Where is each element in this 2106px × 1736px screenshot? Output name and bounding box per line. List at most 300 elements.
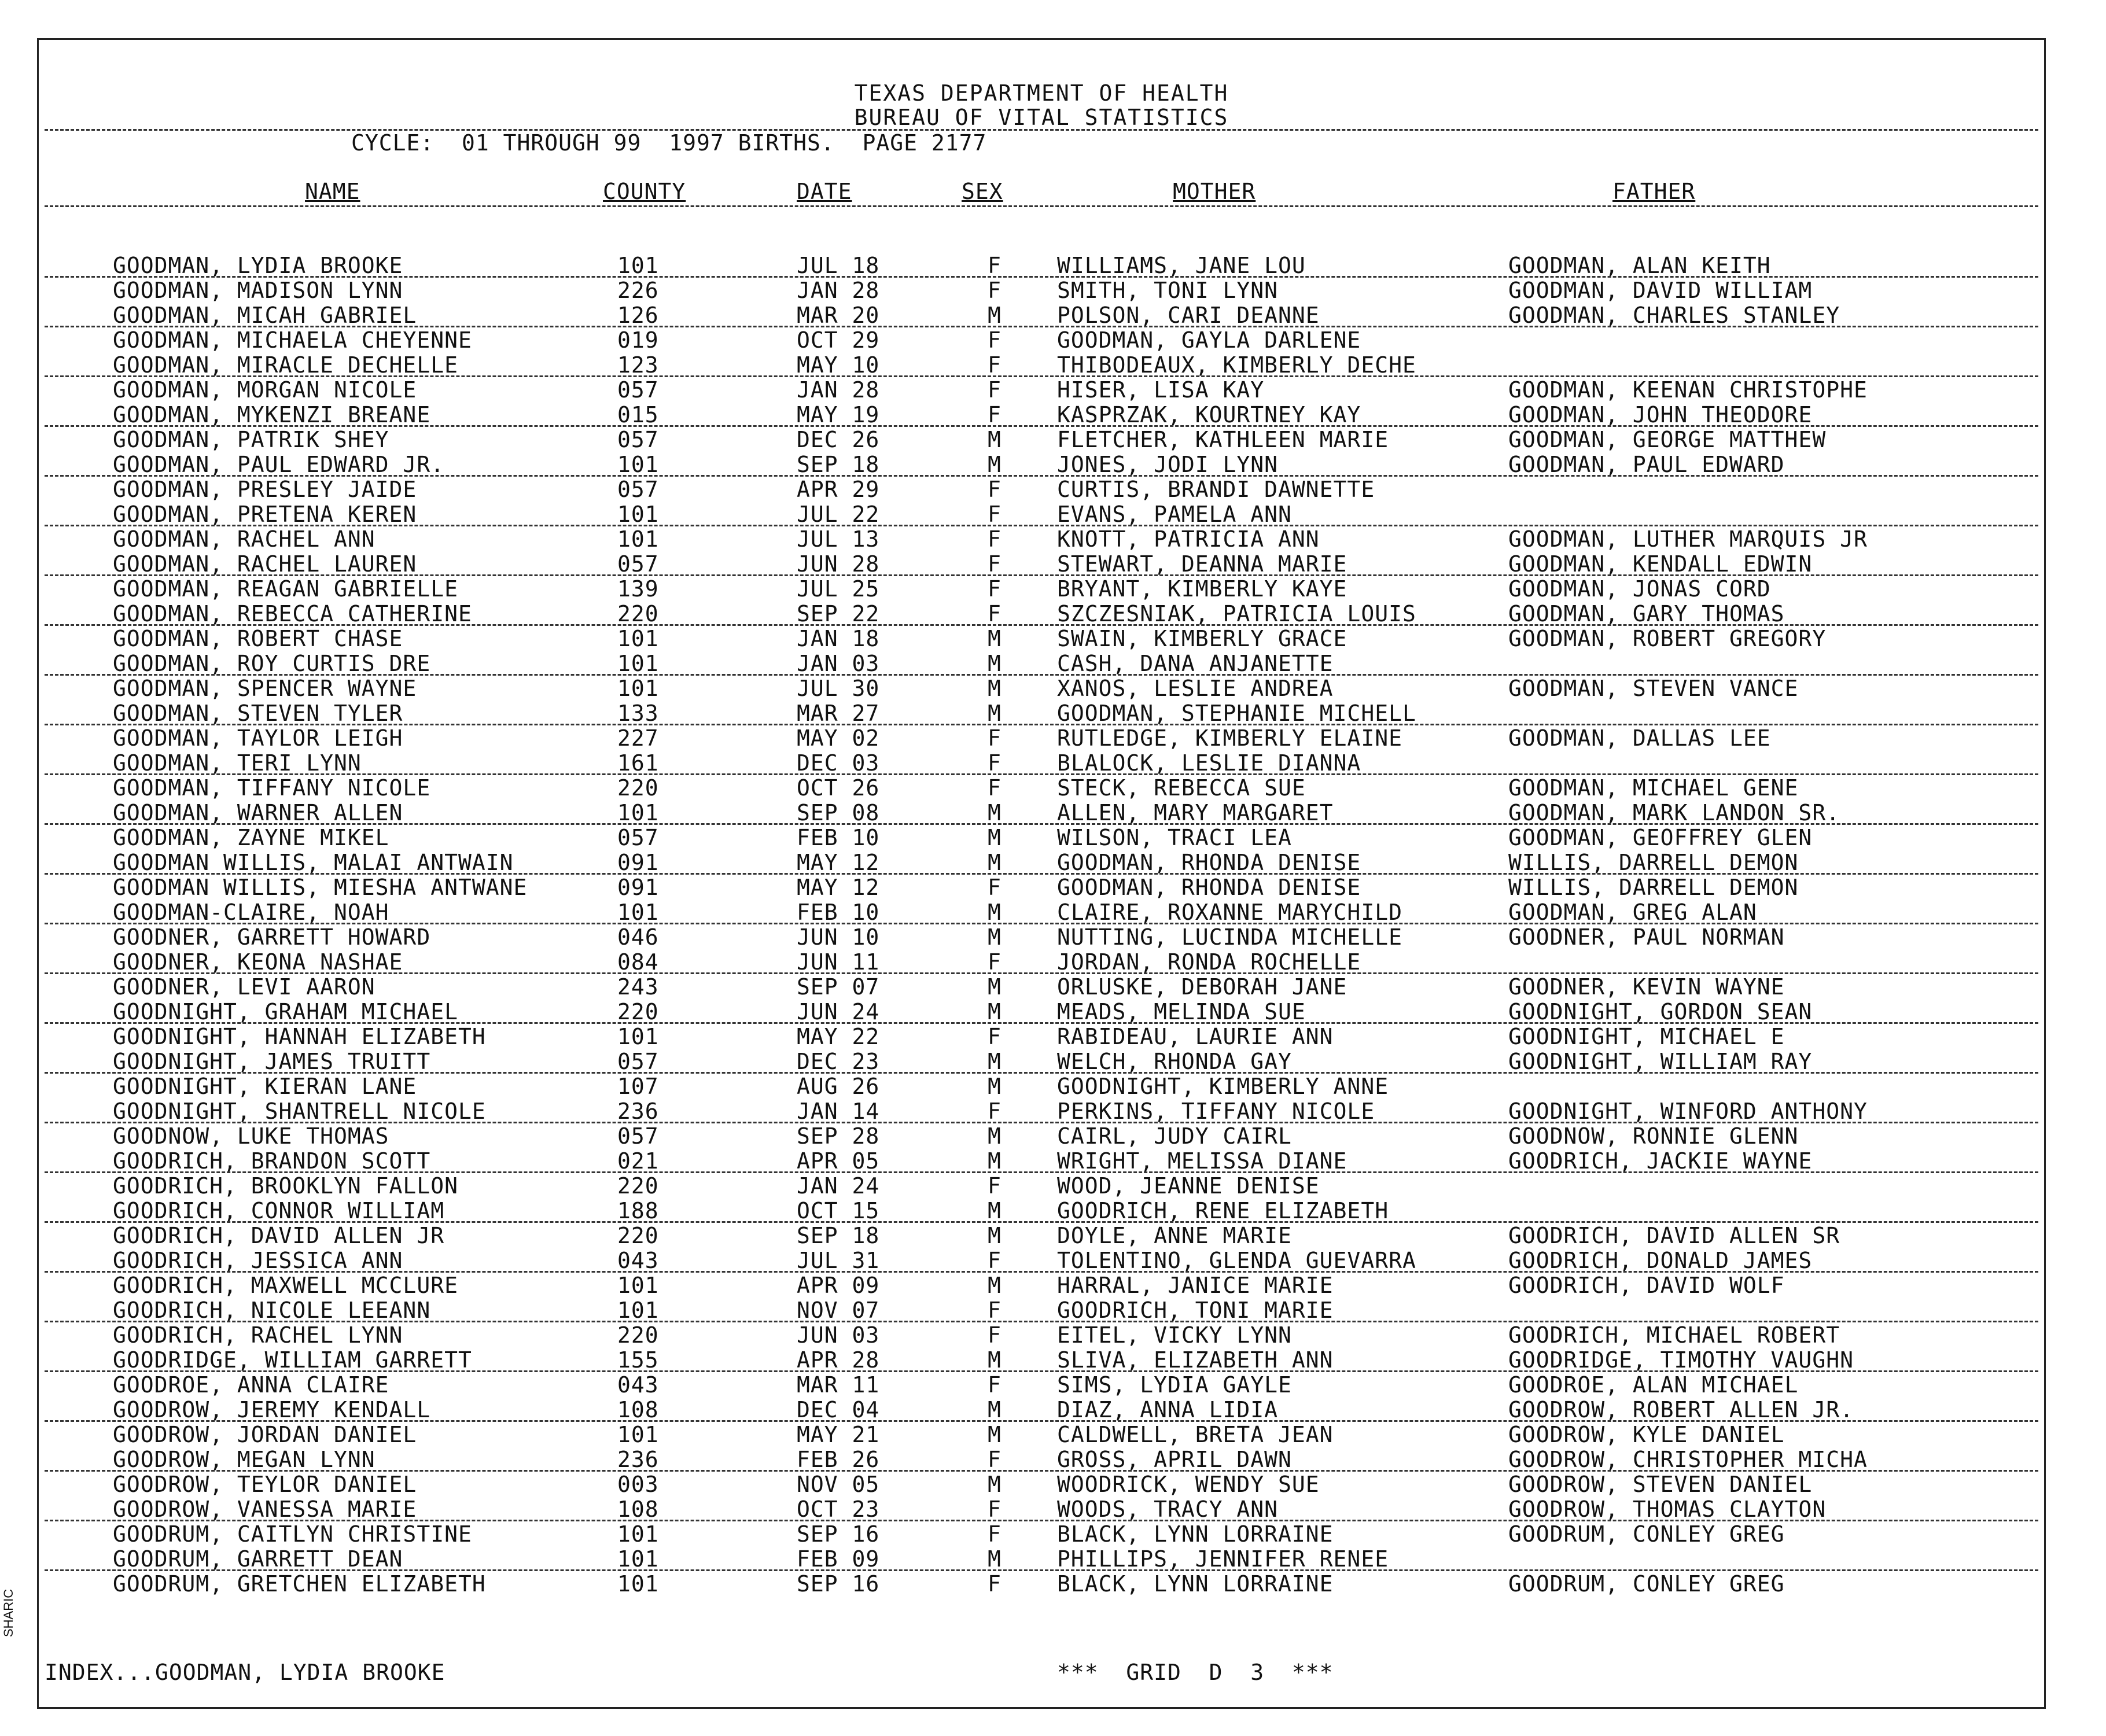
cell-mother: GROSS, APRIL DAWN (1057, 1447, 1292, 1472)
cell-county: 057 (617, 1123, 659, 1149)
cell-sex: M (988, 427, 1002, 452)
cell-father: WILLIS, DARRELL DEMON (1508, 850, 1799, 875)
cell-sex: F (988, 750, 1002, 776)
cell-date: MAY 12 (797, 850, 880, 875)
cell-name: GOODMAN, RACHEL LAUREN (113, 551, 417, 577)
column-header-name: NAME (305, 179, 360, 204)
table-row (39, 651, 2044, 676)
table-row (39, 701, 2044, 726)
column-header-date: DATE (797, 179, 852, 204)
cell-sex: M (988, 850, 1002, 875)
cell-county: 043 (617, 1248, 659, 1273)
cell-mother: GOODRICH, TONI MARIE (1057, 1298, 1334, 1323)
cell-sex: F (988, 477, 1002, 502)
cell-father: GOODROW, KYLE DANIEL (1508, 1422, 1785, 1447)
cell-name: GOODNIGHT, JAMES TRUITT (113, 1049, 431, 1074)
cell-name: GOODNER, GARRETT HOWARD (113, 924, 431, 950)
cell-sex: M (988, 1198, 1002, 1223)
cell-name: GOODRUM, GRETCHEN ELIZABETH (113, 1571, 486, 1597)
cell-date: JAN 28 (797, 278, 880, 303)
cell-date: APR 09 (797, 1273, 880, 1298)
cell-name: GOODMAN, MICHAELA CHEYENNE (113, 327, 472, 353)
cell-county: 101 (617, 1422, 659, 1447)
cell-name: GOODMAN WILLIS, MALAI ANTWAIN (113, 850, 514, 875)
cell-father: GOODMAN, CHARLES STANLEY (1508, 303, 1840, 328)
cell-father: GOODMAN, MARK LANDON SR. (1508, 800, 1840, 825)
table-row (39, 377, 2044, 403)
cell-father: WILLIS, DARRELL DEMON (1508, 875, 1799, 900)
column-header-mother: MOTHER (1173, 179, 1256, 204)
cell-name: GOODRUM, CAITLYN CHRISTINE (113, 1521, 472, 1547)
cell-mother: ORLUSKE, DEBORAH JANE (1057, 974, 1347, 1000)
cell-mother: STEWART, DEANNA MARIE (1057, 551, 1347, 577)
table-row (39, 477, 2044, 502)
cell-date: SEP 07 (797, 974, 880, 1000)
cell-date: MAY 21 (797, 1422, 880, 1447)
cell-date: JAN 14 (797, 1099, 880, 1124)
cell-sex: F (988, 327, 1002, 353)
cell-name: GOODROW, JEREMY KENDALL (113, 1397, 431, 1422)
cell-sex: F (988, 1447, 1002, 1472)
cell-name: GOODROW, VANESSA MARIE (113, 1497, 417, 1522)
cell-sex: F (988, 1024, 1002, 1049)
cell-county: 101 (617, 900, 659, 925)
table-row (39, 999, 2044, 1024)
cell-county: 046 (617, 924, 659, 950)
cell-date: MAR 20 (797, 303, 880, 328)
cell-sex: F (988, 1521, 1002, 1547)
cell-father: GOODMAN, LUTHER MARQUIS JR (1508, 526, 1868, 552)
cell-father: GOODRUM, CONLEY GREG (1508, 1521, 1785, 1547)
cell-sex: M (988, 701, 1002, 726)
table-row (39, 1322, 2044, 1348)
cell-sex: M (988, 1347, 1002, 1373)
cell-father: GOODMAN, GEORGE MATTHEW (1508, 427, 1827, 452)
cell-father: GOODRUM, CONLEY GREG (1508, 1571, 1785, 1597)
cell-mother: GOODMAN, RHONDA DENISE (1057, 875, 1361, 900)
cell-mother: GOODMAN, RHONDA DENISE (1057, 850, 1361, 875)
table-row (39, 626, 2044, 651)
cell-mother: CURTIS, BRANDI DAWNETTE (1057, 477, 1375, 502)
table-row (39, 800, 2044, 825)
cell-date: FEB 09 (797, 1546, 880, 1572)
cell-father: GOODMAN, GEOFFREY GLEN (1508, 825, 1813, 850)
cell-father: GOODROW, CHRISTOPHER MICHA (1508, 1447, 1868, 1472)
cell-sex: M (988, 1223, 1002, 1248)
cell-father: GOODMAN, KENDALL EDWIN (1508, 551, 1813, 577)
cell-sex: F (988, 377, 1002, 403)
cell-name: GOODRICH, DAVID ALLEN JR (113, 1223, 445, 1248)
table-row (39, 1347, 2044, 1373)
cell-date: NOV 07 (797, 1298, 880, 1323)
cell-name: GOODRICH, JESSICA ANN (113, 1248, 403, 1273)
cell-mother: SZCZESNIAK, PATRICIA LOUIS (1057, 601, 1416, 626)
cell-name: GOODNIGHT, KIERAN LANE (113, 1074, 417, 1099)
cell-sex: M (988, 452, 1002, 477)
cell-mother: CASH, DANA ANJANETTE (1057, 651, 1334, 676)
cell-name: GOODROE, ANNA CLAIRE (113, 1372, 389, 1398)
cell-father: GOODMAN, STEVEN VANCE (1508, 676, 1799, 701)
cell-date: JUL 30 (797, 676, 880, 701)
table-row (39, 1049, 2044, 1074)
cell-name: GOODMAN, WARNER ALLEN (113, 800, 403, 825)
cell-sex: F (988, 1298, 1002, 1323)
cell-name: GOODRICH, BRANDON SCOTT (113, 1148, 431, 1174)
table-row (39, 750, 2044, 776)
cell-name: GOODMAN, SPENCER WAYNE (113, 676, 417, 701)
cell-county: 019 (617, 327, 659, 353)
cell-county: 101 (617, 526, 659, 552)
cell-sex: M (988, 676, 1002, 701)
cell-mother: TOLENTINO, GLENDA GUEVARRA (1057, 1248, 1416, 1273)
table-row (39, 1521, 2044, 1547)
cell-mother: GOODNIGHT, KIMBERLY ANNE (1057, 1074, 1389, 1099)
cell-date: DEC 23 (797, 1049, 880, 1074)
cell-mother: JORDAN, RONDA ROCHELLE (1057, 949, 1361, 975)
cell-father: GOODMAN, PAUL EDWARD (1508, 452, 1785, 477)
cell-father: GOODNIGHT, WILLIAM RAY (1508, 1049, 1813, 1074)
cell-date: SEP 22 (797, 601, 880, 626)
divider (45, 129, 2038, 131)
table-row (39, 253, 2044, 278)
cell-name: GOODNER, KEONA NASHAE (113, 949, 403, 975)
cell-county: 123 (617, 352, 659, 378)
cell-date: APR 05 (797, 1148, 880, 1174)
cell-date: JUN 10 (797, 924, 880, 950)
cell-sex: F (988, 875, 1002, 900)
cell-date: JUN 28 (797, 551, 880, 577)
cell-name: GOODMAN, ROY CURTIS DRE (113, 651, 431, 676)
cell-date: JUL 25 (797, 576, 880, 602)
cell-county: 108 (617, 1497, 659, 1522)
cell-date: MAY 19 (797, 402, 880, 427)
table-row (39, 1024, 2044, 1049)
cell-father: GOODMAN, JOHN THEODORE (1508, 402, 1813, 427)
cell-name: GOODMAN-CLAIRE, NOAH (113, 900, 389, 925)
table-row (39, 526, 2044, 552)
cell-county: 236 (617, 1447, 659, 1472)
cell-mother: STECK, REBECCA SUE (1057, 775, 1306, 801)
table-row (39, 900, 2044, 925)
cell-father: GOODMAN, JONAS CORD (1508, 576, 1771, 602)
cell-father: GOODNER, PAUL NORMAN (1508, 924, 1785, 950)
table-row (39, 601, 2044, 626)
cell-father: GOODNIGHT, MICHAEL E (1508, 1024, 1785, 1049)
cell-mother: DOYLE, ANNE MARIE (1057, 1223, 1292, 1248)
cell-name: GOODROW, MEGAN LYNN (113, 1447, 375, 1472)
cell-county: 226 (617, 278, 659, 303)
cell-mother: ALLEN, MARY MARGARET (1057, 800, 1334, 825)
table-row (39, 452, 2044, 477)
cell-name: GOODMAN, PRESLEY JAIDE (113, 477, 417, 502)
table-row (39, 1497, 2044, 1522)
cell-father: GOODMAN, DALLAS LEE (1508, 725, 1771, 751)
cell-sex: M (988, 1472, 1002, 1497)
cell-date: JAN 18 (797, 626, 880, 651)
cell-mother: WOOD, JEANNE DENISE (1057, 1173, 1320, 1199)
cell-name: GOODRICH, RACHEL LYNN (113, 1322, 403, 1348)
table-row (39, 1248, 2044, 1273)
cell-father: GOODMAN, ROBERT GREGORY (1508, 626, 1827, 651)
table-row (39, 502, 2044, 527)
cell-date: SEP 16 (797, 1571, 880, 1597)
cell-father: GOODROW, STEVEN DANIEL (1508, 1472, 1813, 1497)
table-row (39, 850, 2044, 875)
cell-sex: M (988, 1546, 1002, 1572)
cell-date: JAN 28 (797, 377, 880, 403)
cell-date: DEC 04 (797, 1397, 880, 1422)
cell-county: 101 (617, 676, 659, 701)
cell-sex: F (988, 253, 1002, 278)
cell-county: 220 (617, 775, 659, 801)
cell-date: JUL 13 (797, 526, 880, 552)
cell-county: 220 (617, 1173, 659, 1199)
cell-father: GOODMAN, ALAN KEITH (1508, 253, 1771, 278)
table-row (39, 1397, 2044, 1422)
cell-mother: FLETCHER, KATHLEEN MARIE (1057, 427, 1389, 452)
cell-mother: BRYANT, KIMBERLY KAYE (1057, 576, 1347, 602)
cell-name: GOODMAN, LYDIA BROOKE (113, 253, 403, 278)
cell-father: GOODNER, KEVIN WAYNE (1508, 974, 1785, 1000)
cell-county: 101 (617, 1571, 659, 1597)
cell-father: GOODRICH, DAVID ALLEN SR (1508, 1223, 1840, 1248)
cell-father: GOODROW, THOMAS CLAYTON (1508, 1497, 1827, 1522)
cell-father: GOODRICH, DAVID WOLF (1508, 1273, 1785, 1298)
cell-sex: F (988, 526, 1002, 552)
cell-date: JUL 31 (797, 1248, 880, 1273)
cell-date: FEB 26 (797, 1447, 880, 1472)
cell-date: AUG 26 (797, 1074, 880, 1099)
cell-name: GOODMAN, ZAYNE MIKEL (113, 825, 389, 850)
cell-sex: M (988, 651, 1002, 676)
cell-county: 084 (617, 949, 659, 975)
cell-sex: M (988, 1148, 1002, 1174)
cell-date: JUN 24 (797, 999, 880, 1024)
cell-father: GOODRICH, DONALD JAMES (1508, 1248, 1813, 1273)
cell-county: 107 (617, 1074, 659, 1099)
cell-name: GOODNER, LEVI AARON (113, 974, 375, 1000)
cell-mother: POLSON, CARI DEANNE (1057, 303, 1320, 328)
cell-mother: THIBODEAUX, KIMBERLY DECHE (1057, 352, 1416, 378)
table-row (39, 551, 2044, 577)
cell-county: 021 (617, 1148, 659, 1174)
cell-father: GOODMAN, GARY THOMAS (1508, 601, 1785, 626)
cell-sex: F (988, 352, 1002, 378)
cell-date: JUL 18 (797, 253, 880, 278)
cell-county: 003 (617, 1472, 659, 1497)
table-row (39, 825, 2044, 850)
cell-sex: M (988, 1074, 1002, 1099)
cell-date: OCT 23 (797, 1497, 880, 1522)
table-row (39, 278, 2044, 303)
cell-date: MAY 22 (797, 1024, 880, 1049)
cell-name: GOODMAN, MYKENZI BREANE (113, 402, 431, 427)
table-row (39, 1571, 2044, 1597)
cell-sex: M (988, 825, 1002, 850)
table-row (39, 775, 2044, 801)
table-row (39, 1173, 2044, 1199)
department-title: TEXAS DEPARTMENT OF HEALTH (854, 80, 1229, 106)
column-header-sex: SEX (962, 179, 1003, 204)
cell-date: JAN 24 (797, 1173, 880, 1199)
cell-date: JUL 22 (797, 502, 880, 527)
cell-mother: CAIRL, JUDY CAIRL (1057, 1123, 1292, 1149)
cell-mother: GOODMAN, STEPHANIE MICHELL (1057, 701, 1416, 726)
cell-sex: M (988, 1422, 1002, 1447)
cell-county: 220 (617, 999, 659, 1024)
cell-date: APR 29 (797, 477, 880, 502)
cell-name: GOODMAN, MADISON LYNN (113, 278, 403, 303)
cell-county: 101 (617, 1546, 659, 1572)
cell-county: 227 (617, 725, 659, 751)
cell-father: GOODROE, ALAN MICHAEL (1508, 1372, 1799, 1398)
cell-mother: KNOTT, PATRICIA ANN (1057, 526, 1320, 552)
cell-mother: WILSON, TRACI LEA (1057, 825, 1292, 850)
cell-father: GOODNIGHT, GORDON SEAN (1508, 999, 1813, 1024)
cell-date: OCT 15 (797, 1198, 880, 1223)
cell-name: GOODMAN, MICAH GABRIEL (113, 303, 417, 328)
cell-father: GOODMAN, KEENAN CHRISTOPHE (1508, 377, 1868, 403)
cell-county: 057 (617, 1049, 659, 1074)
cell-name: GOODRIDGE, WILLIAM GARRETT (113, 1347, 472, 1373)
cell-sex: F (988, 1173, 1002, 1199)
cell-name: GOODROW, TEYLOR DANIEL (113, 1472, 417, 1497)
cell-name: GOODNOW, LUKE THOMAS (113, 1123, 389, 1149)
cell-county: 057 (617, 825, 659, 850)
table-row (39, 725, 2044, 751)
cell-sex: F (988, 278, 1002, 303)
cell-date: JAN 03 (797, 651, 880, 676)
cell-mother: SWAIN, KIMBERLY GRACE (1057, 626, 1347, 651)
cell-sex: F (988, 1099, 1002, 1124)
cell-name: GOODNIGHT, SHANTRELL NICOLE (113, 1099, 486, 1124)
cell-date: DEC 26 (797, 427, 880, 452)
cell-mother: RABIDEAU, LAURIE ANN (1057, 1024, 1334, 1049)
cell-sex: M (988, 1049, 1002, 1074)
table-row (39, 974, 2044, 1000)
cell-county: 091 (617, 875, 659, 900)
table-row (39, 924, 2044, 950)
cell-sex: M (988, 626, 1002, 651)
cell-mother: KASPRZAK, KOURTNEY KAY (1057, 402, 1361, 427)
cell-mother: MEADS, MELINDA SUE (1057, 999, 1306, 1024)
cell-date: NOV 05 (797, 1472, 880, 1497)
cell-sex: M (988, 900, 1002, 925)
cell-name: GOODRICH, BROOKLYN FALLON (113, 1173, 458, 1199)
cell-date: SEP 16 (797, 1521, 880, 1547)
cell-sex: M (988, 999, 1002, 1024)
cell-sex: M (988, 1273, 1002, 1298)
cell-mother: GOODRICH, RENE ELIZABETH (1057, 1198, 1389, 1223)
cell-mother: EITEL, VICKY LYNN (1057, 1322, 1292, 1348)
cell-mother: DIAZ, ANNA LIDIA (1057, 1397, 1279, 1422)
cell-county: 101 (617, 452, 659, 477)
cell-father: GOODNOW, RONNIE GLENN (1508, 1123, 1799, 1149)
cell-name: GOODRICH, NICOLE LEEANN (113, 1298, 431, 1323)
cell-mother: GOODMAN, GAYLA DARLENE (1057, 327, 1361, 353)
cell-name: GOODMAN, TERI LYNN (113, 750, 362, 776)
cell-county: 188 (617, 1198, 659, 1223)
table-row (39, 1422, 2044, 1447)
cell-county: 091 (617, 850, 659, 875)
table-row (39, 1074, 2044, 1099)
birth-index-page (37, 38, 2046, 1709)
table-row (39, 1099, 2044, 1124)
cell-date: SEP 18 (797, 452, 880, 477)
cell-date: MAR 27 (797, 701, 880, 726)
cell-sex: F (988, 402, 1002, 427)
cell-county: 220 (617, 1322, 659, 1348)
cell-father: GOODMAN, MICHAEL GENE (1508, 775, 1799, 801)
cell-sex: F (988, 725, 1002, 751)
cell-mother: HISER, LISA KAY (1057, 377, 1265, 403)
table-row (39, 427, 2044, 452)
column-header-father: FATHER (1612, 179, 1696, 204)
cell-sex: F (988, 1322, 1002, 1348)
cell-sex: M (988, 1123, 1002, 1149)
cell-father: GOODRICH, JACKIE WAYNE (1508, 1148, 1813, 1174)
cell-name: GOODROW, JORDAN DANIEL (113, 1422, 417, 1447)
cell-mother: SIMS, LYDIA GAYLE (1057, 1372, 1292, 1398)
cell-county: 101 (617, 651, 659, 676)
cell-sex: F (988, 551, 1002, 577)
cell-county: 057 (617, 377, 659, 403)
cell-name: GOODMAN, TAYLOR LEIGH (113, 725, 403, 751)
cell-mother: PERKINS, TIFFANY NICOLE (1057, 1099, 1375, 1124)
cell-sex: F (988, 1248, 1002, 1273)
cell-sex: F (988, 949, 1002, 975)
cell-date: SEP 28 (797, 1123, 880, 1149)
cell-county: 101 (617, 1298, 659, 1323)
cell-mother: XANOS, LESLIE ANDREA (1057, 676, 1334, 701)
cell-county: 043 (617, 1372, 659, 1398)
cell-mother: BLACK, LYNN LORRAINE (1057, 1571, 1334, 1597)
cell-date: JUN 11 (797, 949, 880, 975)
cell-date: SEP 18 (797, 1223, 880, 1248)
cell-county: 101 (617, 1024, 659, 1049)
table-row (39, 949, 2044, 975)
index-footer: INDEX...GOODMAN, LYDIA BROOKE (45, 1660, 446, 1685)
table-row (39, 875, 2044, 900)
cell-sex: F (988, 1571, 1002, 1597)
cell-father: GOODRICH, MICHAEL ROBERT (1508, 1322, 1840, 1348)
cell-county: 101 (617, 626, 659, 651)
cell-county: 220 (617, 601, 659, 626)
cell-name: GOODNIGHT, GRAHAM MICHAEL (113, 999, 458, 1024)
table-row (39, 352, 2044, 378)
cell-date: MAR 11 (797, 1372, 880, 1398)
cell-sex: F (988, 502, 1002, 527)
cell-county: 101 (617, 1521, 659, 1547)
cell-date: OCT 26 (797, 775, 880, 801)
cell-mother: WELCH, RHONDA GAY (1057, 1049, 1292, 1074)
table-row (39, 1273, 2044, 1298)
cell-father: GOODMAN, GREG ALAN (1508, 900, 1757, 925)
cell-date: APR 28 (797, 1347, 880, 1373)
cell-mother: SMITH, TONI LYNN (1057, 278, 1279, 303)
cell-mother: BLALOCK, LESLIE DIANNA (1057, 750, 1361, 776)
cell-date: FEB 10 (797, 900, 880, 925)
table-row (39, 1148, 2044, 1174)
column-header-county: COUNTY (603, 179, 686, 204)
cell-mother: WOODRICK, WENDY SUE (1057, 1472, 1320, 1497)
cell-date: OCT 29 (797, 327, 880, 353)
grid-footer: *** GRID D 3 *** (1057, 1660, 1334, 1685)
cell-name: GOODMAN, REBECCA CATHERINE (113, 601, 472, 626)
cycle-line: CYCLE: 01 THROUGH 99 1997 BIRTHS. PAGE 2177 (351, 130, 987, 156)
side-label: SHARIC (1, 1588, 16, 1637)
cell-name: GOODMAN, MORGAN NICOLE (113, 377, 417, 403)
